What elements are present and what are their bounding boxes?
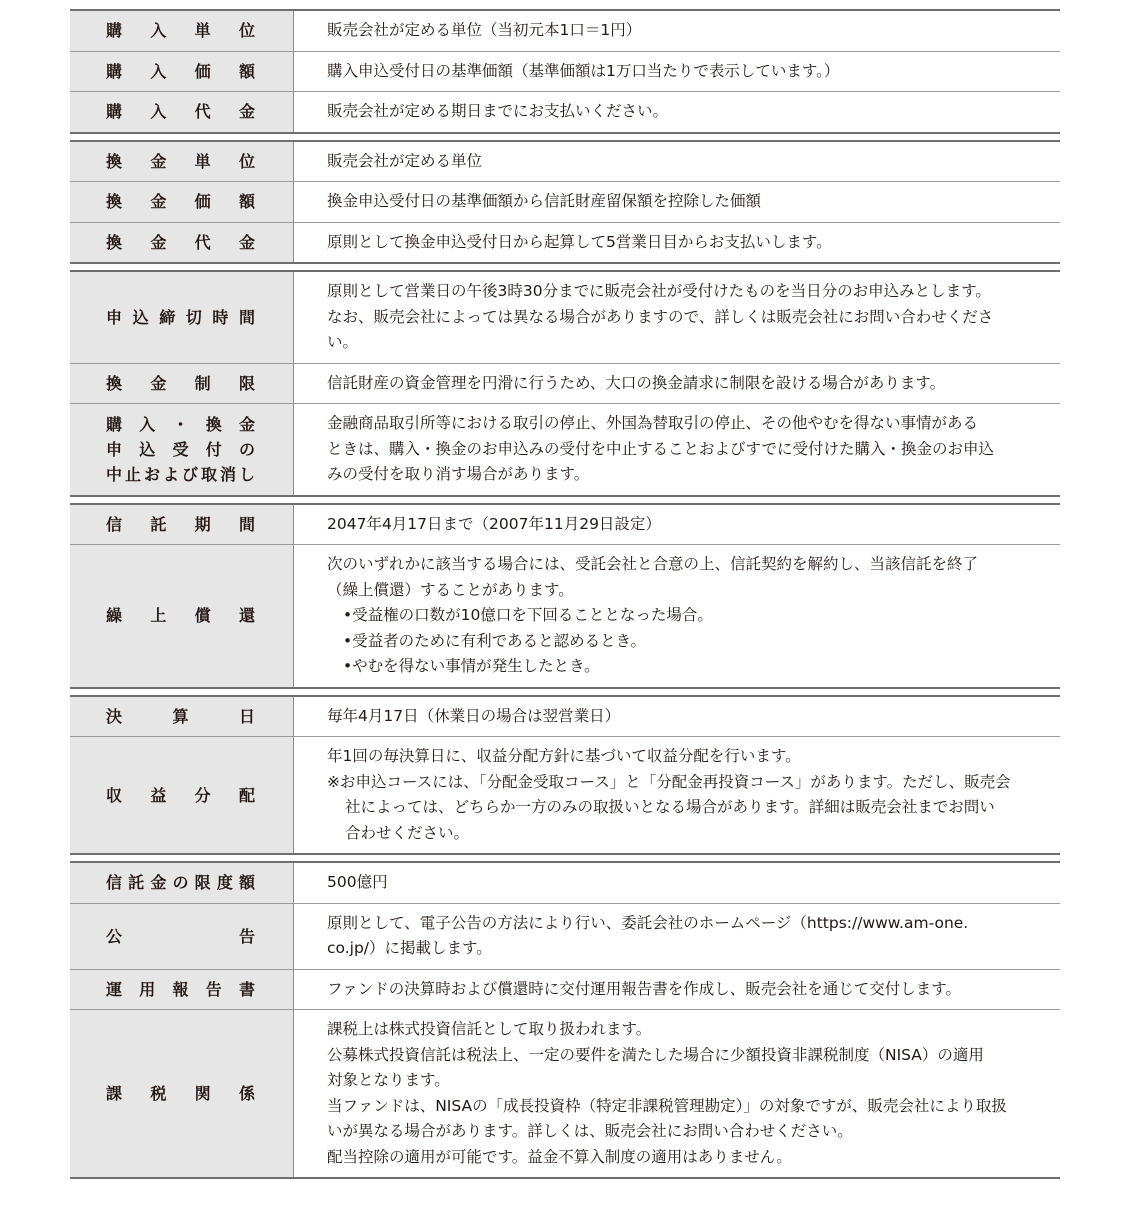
row-value-line: 金融商品取引所等における取引の停止、外国為替取引の停止、その他やむを得ない事情がある — [327, 414, 979, 432]
bullet-item: •受益者のために有利であると認めるとき。 — [343, 631, 647, 650]
row-label-line: 換金価額 — [106, 192, 257, 212]
row-value — [294, 697, 1060, 737]
row-value — [294, 863, 1060, 903]
row-label-line: 収益分配 — [106, 785, 257, 805]
application-section — [70, 270, 1060, 497]
row-label — [70, 182, 294, 222]
row-label — [70, 1010, 294, 1177]
row-value-line: 合わせください。 — [345, 823, 470, 842]
row-value-line: 当ファンドは、NISAの「成長投資枠（特定非課税管理勘定）」の対象ですが、販売会社により取扱 — [327, 1096, 1007, 1115]
row-label-line: 繰上償還 — [106, 606, 257, 626]
row-label-line: 購入・換金 — [106, 414, 257, 434]
row-label — [70, 863, 294, 903]
table-row — [70, 91, 1060, 132]
row-label — [70, 404, 294, 495]
row-value-line: 次のいずれかに該当する場合には、受託会社と合意の上、信託契約を解約し、当該信託を終了 — [327, 555, 979, 573]
row-label — [70, 272, 294, 363]
row-label-line: 購入代金 — [106, 102, 257, 122]
table-row — [70, 969, 1060, 1010]
row-value-line: 原則として換金申込受付日から起算して5営業日目からお支払いします。 — [327, 232, 832, 251]
row-label — [70, 142, 294, 182]
row-label-line: 信託金の限度額 — [106, 873, 257, 893]
table-row — [70, 505, 1060, 545]
row-value-line: 購入申込受付日の基準価額（基準価額は1万口当たりで表示しています。） — [327, 61, 840, 80]
table-row — [70, 1009, 1060, 1177]
row-value-line: （繰上償還）することがあります。 — [327, 580, 574, 599]
row-label-line: 信託期間 — [106, 514, 257, 534]
row-value-line: ときは、購入・換金のお申込みの受付を中止することおよびすでに受付けた購入・換金のお申込 — [327, 439, 994, 458]
row-label-line: 中止および取消し — [106, 464, 257, 484]
row-label — [70, 52, 294, 92]
row-label — [70, 737, 294, 853]
row-value — [294, 1010, 1060, 1177]
row-label-line: 公告 — [106, 926, 257, 946]
row-value — [294, 11, 1060, 51]
row-label-line: 運用報告書 — [106, 979, 257, 999]
table-row — [70, 697, 1060, 737]
fund-terms-table — [70, 9, 1060, 1185]
row-value-line: 社によっては、どちらか一方のみの取扱いとなる場合があります。詳細は販売会社までお問い — [345, 798, 995, 816]
row-value-line: 公募株式投資信託は税法上、一定の要件を満たした場合に少額投資非課税制度（NISA）の適用 — [327, 1045, 984, 1064]
row-value-line: 原則として、電子公告の方法により行い、委託会社のホームページ（https://www.am-one. — [327, 913, 969, 932]
row-value-line: ※お申込コースには、「分配金受取コース」と「分配金再投資コース」があります。ただし、販売会 — [327, 772, 1011, 791]
row-label-line: 申込受付の — [106, 439, 257, 459]
table-row — [70, 903, 1060, 969]
row-value — [294, 364, 1060, 404]
table-row — [70, 181, 1060, 222]
row-label-line: 購入単位 — [106, 21, 257, 41]
row-label — [70, 697, 294, 737]
row-value — [294, 182, 1060, 222]
row-label — [70, 545, 294, 687]
row-value-line: い。 — [327, 333, 359, 351]
row-label-line: 換金代金 — [106, 232, 257, 252]
table-row — [70, 11, 1060, 51]
row-value-line: 原則として営業日の午後3時30分までに販売会社が受付けたものを当日分のお申込みとします。 — [327, 282, 991, 300]
row-value — [294, 505, 1060, 545]
row-value — [294, 904, 1060, 969]
row-value — [294, 737, 1060, 853]
table-row — [70, 544, 1060, 687]
row-value-line: なお、販売会社によっては異なる場合がありますので、詳しくは販売会社にお問い合わせくださ — [327, 307, 994, 326]
row-value — [294, 272, 1060, 363]
row-value-line: 年1回の毎決算日に、収益分配方針に基づいて収益分配を行います。 — [327, 747, 801, 765]
row-value — [294, 142, 1060, 182]
redemption-section — [70, 140, 1060, 265]
row-label — [70, 92, 294, 132]
row-value-line: 対象となります。 — [327, 1071, 450, 1089]
row-label — [70, 970, 294, 1010]
table-row — [70, 363, 1060, 404]
trust-term-section — [70, 503, 1060, 689]
row-value-line: 課税上は株式投資信託として取り扱われます。 — [327, 1020, 652, 1038]
row-label-line: 課税関係 — [106, 1084, 257, 1103]
row-label — [70, 364, 294, 404]
row-value-line: みの受付を取り消す場合があります。 — [327, 465, 590, 483]
row-label — [70, 904, 294, 969]
other-section — [70, 861, 1060, 1179]
row-value-line: 2047年4月17日まで（2007年11月29日設定） — [327, 514, 661, 533]
row-value-line: 毎年4月17日（休業日の場合は翌営業日） — [327, 706, 621, 725]
row-value — [294, 545, 1060, 687]
row-value-line: 配当控除の適用が可能です。益金不算入制度の適用はありません。 — [327, 1147, 792, 1166]
settlement-section — [70, 695, 1060, 856]
row-value — [294, 970, 1060, 1010]
row-value-line: 信託財産の資金管理を円滑に行うため、大口の換金請求に制限を設ける場合があります。 — [327, 373, 946, 392]
row-value — [294, 92, 1060, 132]
row-value — [294, 223, 1060, 263]
row-label-line: 購入価額 — [106, 61, 257, 81]
table-row — [70, 272, 1060, 363]
table-row — [70, 403, 1060, 495]
row-value-line: co.jp/）に掲載します。 — [327, 939, 492, 957]
row-value-line: 販売会社が定める単位 — [327, 151, 483, 170]
row-value-line: 販売会社が定める期日までにお支払いください。 — [327, 102, 669, 120]
bullet-item: •受益権の口数が10億口を下回ることとなった場合。 — [343, 606, 713, 624]
row-label-line: 換金制限 — [106, 373, 257, 393]
row-value — [294, 404, 1060, 495]
table-row — [70, 51, 1060, 92]
purchase-section — [70, 9, 1060, 134]
row-label-line: 決算日 — [106, 706, 257, 726]
table-row — [70, 863, 1060, 903]
table-row — [70, 142, 1060, 182]
row-label — [70, 505, 294, 545]
row-label-line: 申込締切時間 — [106, 307, 257, 327]
row-value-line: いが異なる場合があります。詳しくは、販売会社にお問い合わせください。 — [327, 1122, 853, 1140]
row-label-line: 換金単位 — [106, 151, 257, 171]
row-value-line: 換金申込受付日の基準価額から信託財産留保額を控除した価額 — [327, 192, 762, 210]
row-value-line: ファンドの決算時および償還時に交付運用報告書を作成し、販売会社を通じて交付します。 — [327, 979, 961, 998]
table-row — [70, 736, 1060, 853]
row-value-line: 500億円 — [327, 873, 388, 891]
row-label — [70, 223, 294, 263]
table-row — [70, 222, 1060, 263]
bullet-item: •やむを得ない事情が発生したとき。 — [343, 657, 600, 675]
row-label — [70, 11, 294, 51]
row-value-line: 販売会社が定める単位（当初元本1口＝1円） — [327, 21, 642, 39]
row-value — [294, 52, 1060, 92]
